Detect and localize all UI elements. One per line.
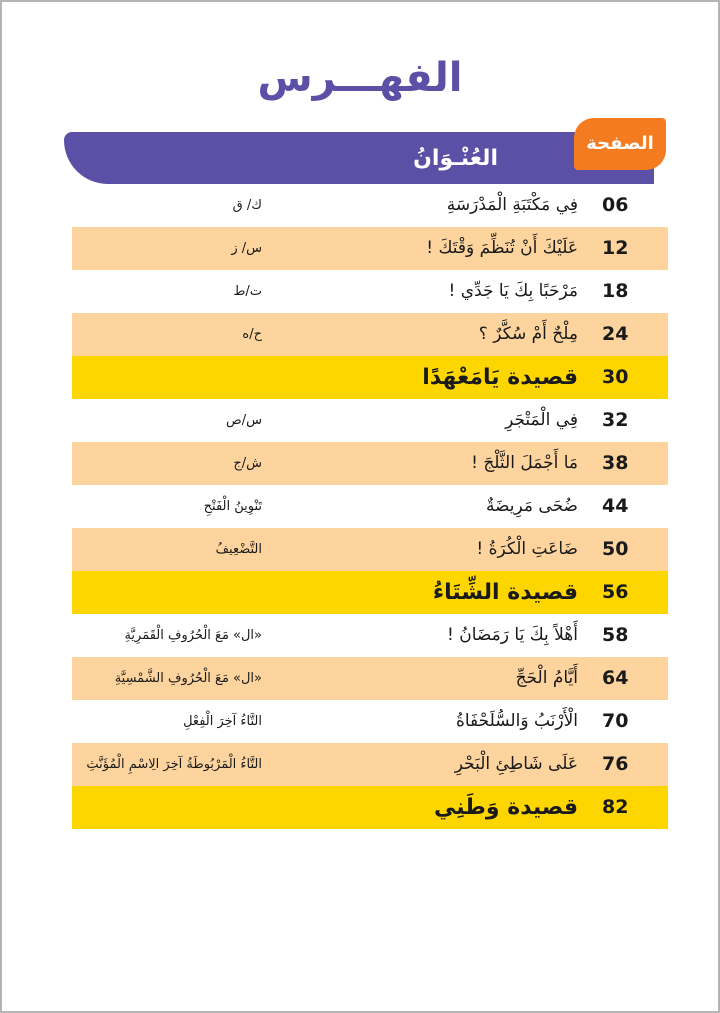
toc-row[interactable] (72, 528, 668, 571)
toc-lesson-title: ضُحَى مَرِيضَةٌ (485, 496, 578, 516)
toc-lesson-title: قصيدة الشِّتَاءُ (432, 580, 578, 605)
toc-page-number: 64 (602, 667, 629, 689)
toc-row[interactable] (72, 614, 668, 657)
toc-page-number: 30 (602, 366, 629, 388)
toc-lesson-title: قصيدة يَامَعْهَدًا (422, 365, 578, 390)
toc-lesson-note: ت/ط (233, 284, 262, 299)
toc-row[interactable] (72, 743, 668, 786)
header-page-column-tab: الصفحة (574, 118, 666, 170)
toc-lesson-note: تَنْوِينُ الْفَتْحِ (203, 499, 262, 514)
toc-lesson-title: مِلْحٌ أَمْ سُكَّرٌ ؟ (478, 324, 578, 344)
toc-row[interactable] (72, 485, 668, 528)
toc-page-number: 58 (602, 624, 629, 646)
toc-lesson-title: قصيدة وَطَنِي (433, 795, 578, 820)
toc-row[interactable] (72, 399, 668, 442)
toc-page-number: 70 (602, 710, 629, 732)
toc-table (72, 184, 668, 829)
toc-page-number: 32 (602, 409, 629, 431)
toc-page-number: 56 (602, 581, 629, 603)
toc-lesson-title: مَرْحَبًا بِكَ يَا جَدِّي ! (448, 281, 578, 301)
toc-row[interactable] (72, 657, 668, 700)
toc-lesson-note: س/ص (226, 413, 262, 428)
toc-page-number: 24 (602, 323, 629, 345)
toc-page-number: 06 (602, 194, 629, 216)
toc-lesson-title: مَا أَجْمَلَ الثَّلْجَ ! (471, 453, 578, 473)
toc-lesson-note: س/ ز (231, 241, 262, 256)
toc-row[interactable] (72, 313, 668, 356)
toc-lesson-note: «ال» مَعَ الْحُرُوفِ الشَّمْسِيَّةِ (114, 671, 262, 686)
toc-lesson-note: «ال» مَعَ الْحُرُوفِ الْقَمَرِيَّةِ (124, 628, 262, 643)
toc-lesson-title: فِي الْمَتْجَرِ (505, 410, 578, 430)
toc-page-number: 44 (602, 495, 629, 517)
toc-row-poem[interactable] (72, 786, 668, 829)
toc-row-poem[interactable] (72, 571, 668, 614)
toc-lesson-title: ضَاعَتِ الْكُرَةُ ! (476, 539, 578, 559)
toc-lesson-note: ش/ج (233, 456, 262, 471)
toc-row[interactable] (72, 270, 668, 313)
toc-lesson-title: عَلَى شَاطِئِ الْبَحْرِ (454, 754, 578, 774)
toc-lesson-title: الْأَرْنَبُ وَالسُّلَحْفَاةُ (455, 711, 578, 731)
toc-lesson-note: التَّاءُ الْمَرْبُوطَةُ آخِرَ الِاسْمِ الْمُؤَنَّثِ (86, 757, 262, 772)
toc-row[interactable] (72, 184, 668, 227)
toc-page-number: 18 (602, 280, 629, 302)
toc-row[interactable] (72, 227, 668, 270)
toc-row[interactable] (72, 700, 668, 743)
toc-lesson-note: التَّضْعِيفُ (215, 542, 262, 557)
toc-lesson-title: أَهْلاً بِكَ يَا رَمَضَانُ ! (447, 625, 578, 645)
toc-lesson-title: عَلَيْكَ أَنْ تُنَظِّمَ وَقْتَكَ ! (426, 238, 578, 258)
toc-lesson-note: ح/ه (242, 327, 262, 342)
toc-page-number: 76 (602, 753, 629, 775)
toc-page-number: 50 (602, 538, 629, 560)
toc-page-number: 38 (602, 452, 629, 474)
header-title-column-label: العُنْـوَانُ (413, 146, 498, 171)
toc-lesson-note: التَّاءُ آخِرَ الْفِعْلِ (183, 714, 262, 729)
toc-row[interactable] (72, 442, 668, 485)
toc-page-number: 82 (602, 796, 629, 818)
page-title: الفهـــرس (257, 55, 463, 101)
toc-lesson-title: أَيَّامُ الْحَجِّ (515, 668, 578, 688)
toc-row-poem[interactable] (72, 356, 668, 399)
toc-lesson-title: فِي مَكْتَبَةِ الْمَدْرَسَةِ (446, 195, 578, 215)
toc-lesson-note: ك/ ق (232, 198, 262, 213)
toc-page-number: 12 (602, 237, 629, 259)
